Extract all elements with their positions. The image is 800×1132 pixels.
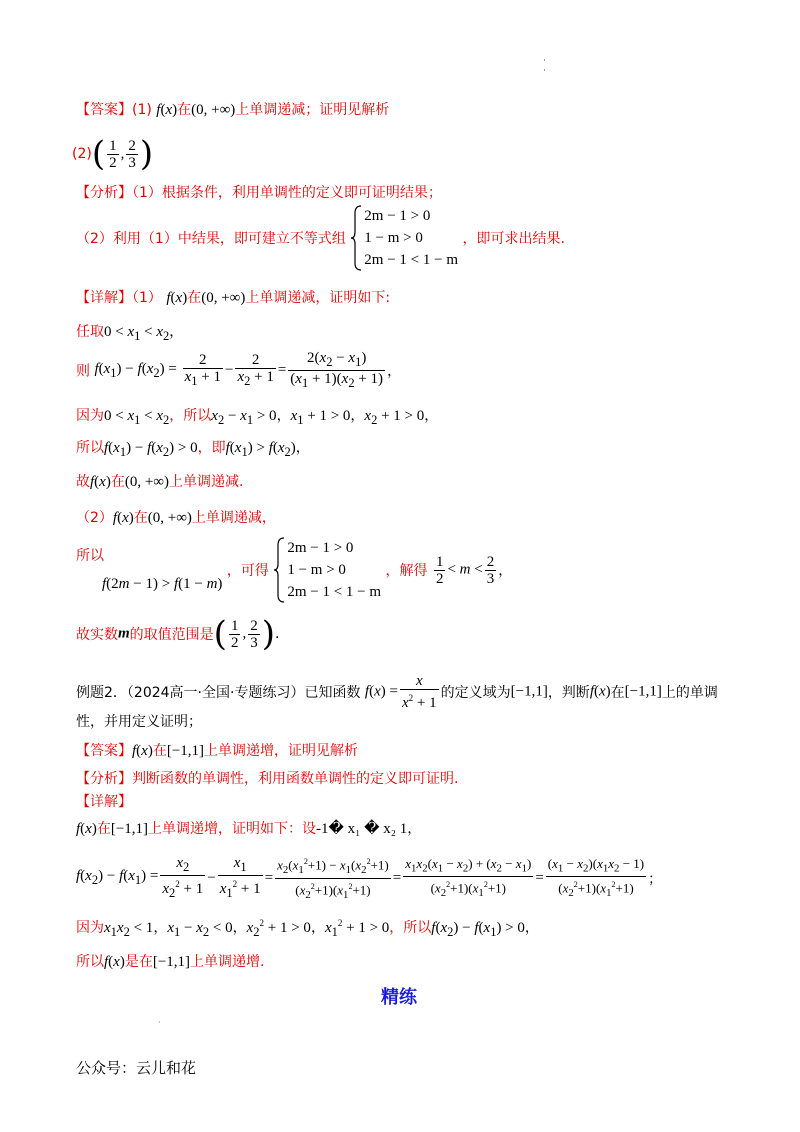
answer-line-1: 【答案】(1) f(x)在(0, +∞)上单调递减；证明见解析 [76,102,390,118]
analysis-line-1: 【分析】（1）根据条件，利用单调性的定义即可证明结果； [76,185,442,201]
detail-line-1: 【详解】（1） f(x)在(0, +∞)上单调递减，证明如下: [76,290,391,306]
example2-line-1: 例题2．（2024高一·全国·专题练习）已知函数 f(x) = $\frac{x}{x^2 + 1}$ 的定义域为[−1,1]，判断f(x)在[−1,1]上的单调 [76,673,718,711]
analysis-line-2: （2）利用（1）中结果，即可建立不等式组 2m − 1 > 0 1 − m > 0 2m − 1 < 1 − m ，即可求出结果. [76,205,565,271]
detail-line-6: 故f(x)在(0, +∞)上单调递减. [76,474,244,490]
stray-dot: · [158,1018,161,1027]
detail2-line-2: $f(x_2) - f(x_1)$ = $\frac{x_2}{x_2^2 + 1}$ − $\frac{x_1}{x_1^2 + 1}$ = $\frac{x_2(x_1^2+1) - x_1(x_2^2+1)}{(x_2^2+1)(x_1^2+1)}$ = $\frac{x_1x_2(x_1 - x_2) + (x_2 - x_1)}{(x_2^2+1)(x_1^2+1)}$ = $\frac{(x_1 - x_2)(x_1x_2 - 1)}{(x_2^2+1)(x_1^2+1)}$ ； [76,855,663,901]
header-dots: · · [543,56,546,76]
detail-line-7: （2）f(x)在(0, +∞)上单调递减， [76,510,276,526]
answer2-line: 【答案】f(x)在[−1,1]上单调递增，证明见解析 [76,743,359,759]
detail2-line-1: f(x)在[−1,1]上单调递增，证明如下：设-1� x₁ � x₂ 1， [76,821,422,837]
detail2-line-3: 因为$x_1x_2 < 1$，$x_1 - x_2 < 0$，$x_2^2 + 1 > 0$，$x_1^2 + 1 > 0$，所以$f(x_2) - f(x_1) > 0$， [76,918,539,939]
example2-line-2: 性，并用定义证明； [76,714,202,730]
footer-text: 公众号：云儿和花 [76,1059,197,1077]
detail-line-2: 任取$0 < x_1 < x_2$， [76,324,184,343]
detail2-tag: 【详解】 [76,794,132,810]
inequality-system: 2m − 1 > 0 1 − m > 0 2m − 1 < 1 − m [350,205,458,271]
detail-line-8: 所以 f(2m − 1) > f(1 − m) ，可得 2m − 1 > 0 1 − m > 0 2m − 1 < 1 − m ，解得 $\frac{1}{2}$ < m < $\frac{2}{3}$ ， [76,540,513,600]
detail2-line-4: 所以f(x)是在[−1,1]上单调递增. [76,954,265,970]
detail-line-4: 因为$0 < x_1 < x_2$，所以$x_2 - x_1 > 0$，$x_1 + 1 > 0$，$x_2 + 1 > 0$， [76,408,439,427]
answer-line-2: (2)( $\frac{1}{2}$ , $\frac{2}{3}$ ) [72,134,154,174]
section-title: 精练 [381,987,417,1008]
answer-tag: 【答案】 [76,102,132,118]
detail-line-9: 故实数m的取值范围是( $\frac{1}{2}$ , $\frac{2}{3}$ ). [76,614,280,654]
analysis2-line: 【分析】判断函数的单调性，利用函数单调性的定义即可证明. [76,771,459,787]
detail-line-5: 所以$f(x_1) - f(x_2) > 0$，即$f(x_1) > f(x_2)$， [76,440,310,459]
detail-line-3: 则 $f(x_1) - f(x_2)$ = $\frac{2}{x_1 + 1}$ − $\frac{2}{x_2 + 1}$ = $\frac{2(x_2 - x_1)}{(x_1 + 1)(x_2 + 1)}$ ， [76,350,402,390]
